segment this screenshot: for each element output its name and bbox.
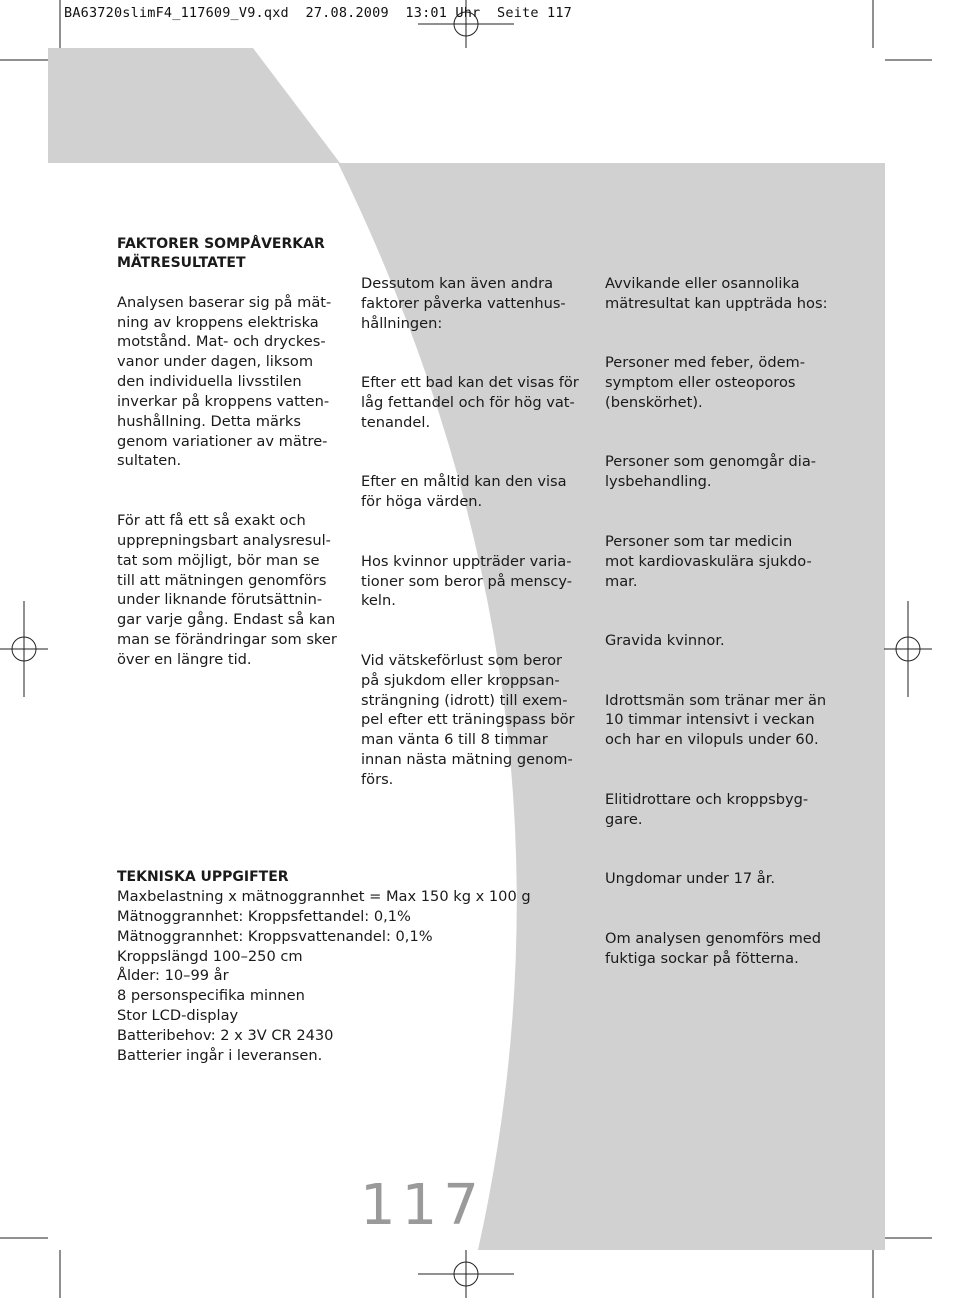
registration-mark-left (0, 601, 48, 697)
paragraph: Hos kvinnor uppträder varia- tioner som beror på menscy- keln. (361, 552, 573, 610)
spec-line: Ålder: 10–99 år (117, 967, 229, 985)
column-3 (605, 254, 845, 1008)
spec-line: Mätnoggrannhet: Kroppsfettandel: 0,1% (117, 907, 411, 925)
section-heading-factors: FAKTORER SOMPÅVERKAR MÄTRESULTATET (117, 235, 325, 271)
paragraph: För att få ett så exakt och upprepningsbart analysresul- tat som möjligt, bör man se till att mätningen genomförs under liknande förutsättnin- gar varje gång. Endast så kan man se förändringar som sker över en längre tid. (117, 511, 337, 668)
paragraph: Personer som genomgår dia- lysbehandling. (605, 453, 817, 491)
paragraph: Gravida kvinnor. (605, 632, 725, 650)
spec-line: Mätnoggrannhet: Kroppsvattenandel: 0,1% (117, 927, 433, 945)
paragraph: Idrottsmän som tränar mer än 10 timmar intensivt i veckan och har en vilopuls under 60. (605, 691, 827, 749)
paragraph: Avvikande eller osannolika mätresultat kan uppträda hos: (605, 274, 828, 312)
section-heading-tech: TEKNISKA UPPGIFTER (117, 869, 289, 885)
technical-specs (117, 868, 617, 1066)
spec-line: Batterier ingår i leveransen. (117, 1046, 323, 1064)
paragraph: Om analysen genomförs med fuktiga sockar på fötterna. (605, 929, 822, 967)
spec-line: Stor LCD-display (117, 1007, 239, 1025)
paragraph: Elitidrottare och kroppsbyg- gare. (605, 790, 809, 828)
paragraph: Dessutom kan även andra faktorer påverka vattenhus- hållningen: (361, 274, 566, 332)
spec-line: Kroppslängd 100–250 cm (117, 947, 303, 965)
column-2 (361, 254, 581, 829)
top-grey-band (48, 48, 340, 163)
paragraph: Vid vätskeförlust som beror på sjukdom eller kroppsan- strängning (idrott) till exem- pel efter ett träningspass bör man vänta 6 till 8 timmar innan nästa mätning genom- förs. (361, 651, 575, 788)
paragraph: Ungdomar under 17 år. (605, 870, 776, 888)
spec-line: Batteribehov: 2 x 3V CR 2430 (117, 1026, 334, 1044)
paragraph: Personer med feber, ödem- symptom eller osteoporos (benskörhet). (605, 354, 806, 411)
spec-line: Maxbelastning x mätnoggrannhet = Max 150 kg x 100 g (117, 888, 531, 905)
paragraph: Personer som tar medicin mot kardiovaskulära sjukdo- mar. (605, 532, 812, 590)
page-number: 117 (360, 1173, 485, 1238)
paragraph: Analysen baserar sig på mät- ning av kroppens elektriska motstånd. Mat- och dryckes- vanor under dagen, liksom den individuella livsstilen inverkar på kroppens vatten- hushållning. Detta märks genom variationer av mätre- sultaten. (117, 293, 332, 470)
paragraph: Efter en måltid kan den visa för höga värden. (361, 473, 567, 511)
registration-mark-bottom (418, 1250, 514, 1298)
column-1 (117, 215, 337, 709)
paragraph: Efter ett bad kan det visas för låg fettandel och för hög vat- tenandel. (361, 374, 579, 431)
print-slug: BA63720slimF4_117609_V9.qxd 27.08.2009 13:01 Uhr Seite 117 (64, 5, 572, 21)
spec-line: 8 personspecifika minnen (117, 987, 305, 1005)
registration-mark-right (884, 601, 932, 697)
